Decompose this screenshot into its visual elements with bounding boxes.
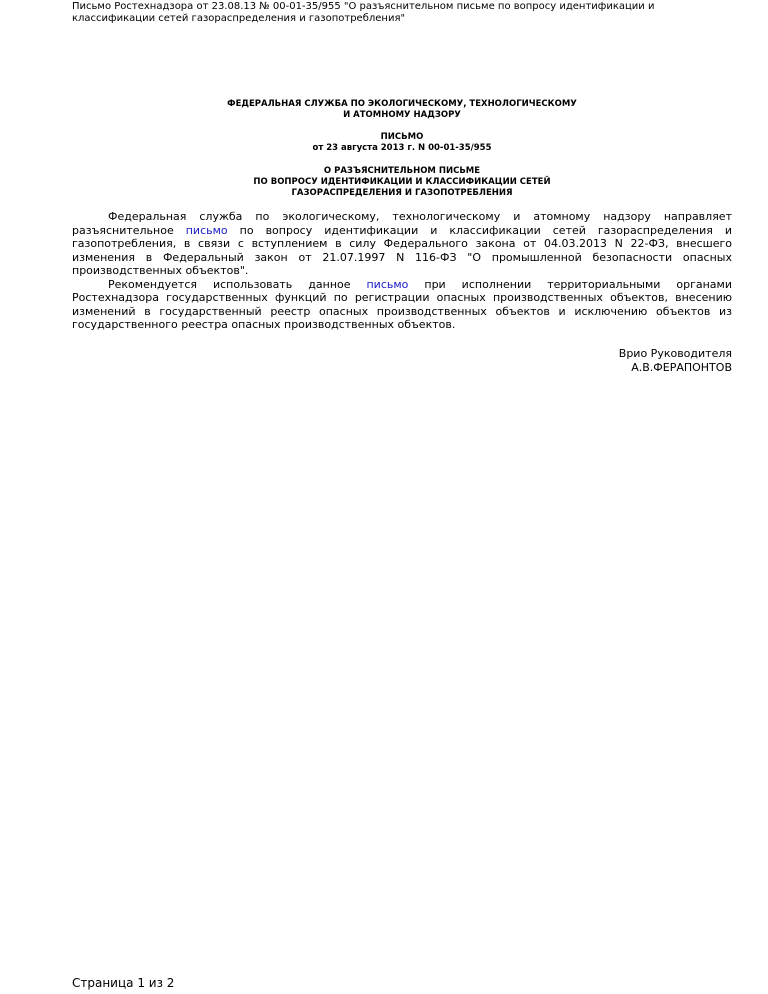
subject-line: О РАЗЪЯСНИТЕЛЬНОМ ПИСЬМЕ	[323, 166, 481, 176]
document-body	[72, 210, 732, 332]
page-counter: Страница 1 из 2	[72, 976, 175, 990]
letter-link[interactable]: письмо	[185, 223, 228, 237]
paragraph-text: Федеральная служба по экологическому, технологическому и атомному надзору направляет разъяснительное	[72, 210, 732, 237]
body-paragraph-2	[72, 278, 732, 332]
body-paragraph-1	[72, 210, 732, 278]
page-running-header: Письмо Ростехнадзора от 23.08.13 № 00-01-35/955 "О разъяснительном письме по вопросу идентификации и классификации сетей газораспределения и газопотребления"	[72, 1, 655, 24]
signatory-name: А.В.ФЕРАПОНТОВ	[631, 360, 732, 374]
agency-heading-line: И АТОМНОМУ НАДЗОРУ	[343, 110, 461, 120]
agency-heading	[72, 99, 732, 121]
letter-link[interactable]: письмо	[366, 277, 409, 291]
signature-block	[619, 347, 732, 374]
agency-heading-line: ФЕДЕРАЛЬНАЯ СЛУЖБА ПО ЭКОЛОГИЧЕСКОМУ, ТЕХНОЛОГИЧЕСКОМУ	[227, 99, 577, 109]
signatory-position: Врио Руководителя	[618, 347, 732, 360]
document-subject-heading	[72, 166, 732, 199]
document-date-number: от 23 августа 2013 г. N 00-01-35/955	[312, 143, 492, 153]
subject-line: ПО ВОПРОСУ ИДЕНТИФИКАЦИИ И КЛАССИФИКАЦИИ СЕТЕЙ	[253, 177, 551, 187]
paragraph-text: Рекомендуется использовать данное	[108, 277, 367, 291]
paragraph-text: при исполнении территориальными органами Ростехнадзора государственных функций по регистрации опасных производственных объектов, внесению изменений в государственный реестр опасных производственных объектов и исключению объектов из государственного реестра опасных производственных объектов.	[72, 277, 732, 331]
paragraph-text: по вопросу идентификации и классификации сетей газораспределения и газопотребления, в связи с вступлением в силу Федерального закона от 04.03.2013 N 22-ФЗ, внесшего изменения в Федеральный закон от 21.07.1997 N 116-ФЗ "О промышленной безопасности опасных производственных объектов".	[72, 223, 732, 277]
subject-line: ГАЗОРАСПРЕДЕЛЕНИЯ И ГАЗОПОТРЕБЛЕНИЯ	[291, 188, 513, 198]
document-type: ПИСЬМО	[380, 132, 424, 142]
document-type-heading	[72, 132, 732, 154]
